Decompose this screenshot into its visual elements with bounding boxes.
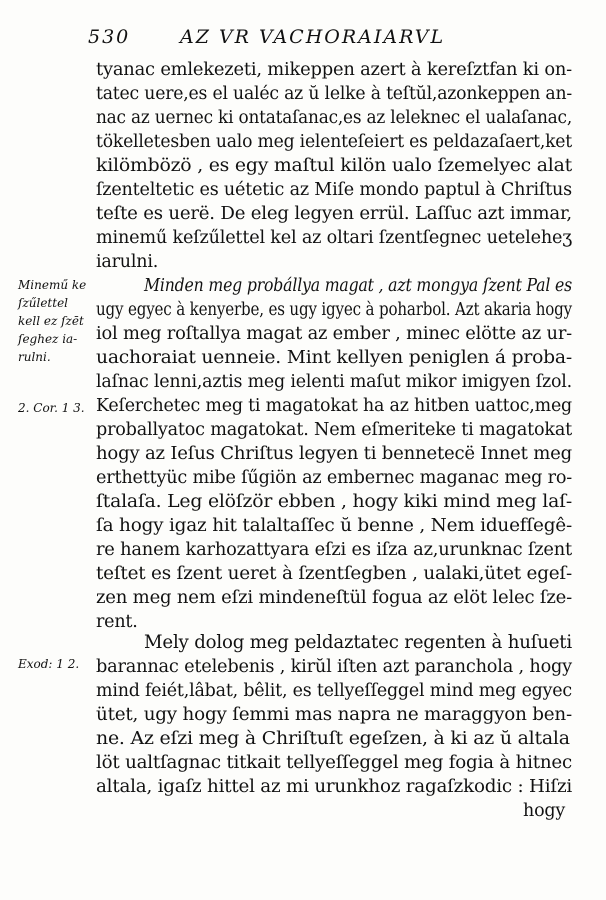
margin-note-corinthians: 2. Cor. 1 3. [18, 401, 85, 415]
margin-note-exodus: Exod: 1 2. [18, 657, 80, 671]
text-line: iarulni. [96, 252, 159, 272]
text-line: re hanem karhozattyara eſzi es iſza az,urunknac ſzent [96, 540, 572, 560]
text-line: tyanac emlekezeti, mikeppen azert à kereſztfan ki on- [96, 60, 572, 80]
text-line: ſtalaſa. Leg elöſzör ebben , hogy kiki mind meg laſ- [96, 492, 572, 512]
text-line: Keſerchetec meg ti magatokat ha az hitben uattoc,meg [96, 396, 572, 416]
text-line-indented: Minden meg probállya magat , azt mongya ſzent Pal es [144, 276, 572, 296]
text-line: tökelletesben ualo meg ielenteſeiert es peldazaſaert,ket [96, 132, 572, 152]
text-line: iol meg roſtallya magat az ember , minec elötte az ur- [96, 324, 572, 344]
text-line: proballyatoc magatokat. Nem eſmeriteke ti magatokat [96, 420, 572, 440]
margin-note-line: rulni. [18, 350, 51, 364]
text-line-indented: Mely dolog meg peldaztatec regenten à huſueti [144, 631, 572, 653]
text-line: teſtet es ſzent ueret à ſzentſegben , ualaki,ütet egeſ- [96, 564, 572, 584]
text-line: uachoraiat uenneie. Mint kellyen peniglen á proba- [96, 348, 572, 368]
text-line: altala, igaſz hittel az mi urunkhoz ragaſzkodic : Hiſzi [96, 777, 572, 797]
text-line: nac az uernec ki ontataſanac,es az leleknec el ualaſanac, [96, 108, 572, 128]
text-line: zen meg nem eſzi mindeneſtül fogua az elöt lelec ſze- [96, 588, 572, 608]
margin-note-preparation [18, 276, 96, 366]
text-line: hogy az Ieſus Chriſtus legyen ti bennetecë Innet meg [96, 444, 572, 464]
text-line: rent. [96, 612, 138, 632]
margin-note-line: ſzűlettel [18, 296, 69, 310]
text-line: ütet, ugy hogy ſemmi mas napra ne maraggyon ben- [96, 705, 572, 725]
text-line: kilömbözö , es egy maſtul kilön ualo ſzemelyec alat [96, 156, 572, 176]
margin-note-line: kell ez ſzēt [18, 314, 84, 328]
running-title: AZ VR VACHORAIARVL [180, 26, 446, 48]
text-line: minemű keſzűlettel kel az oltari ſzentſegnec ueteleheʒ [96, 228, 572, 248]
text-line: barannac etelebenis , kirŭl iſten azt paranchola , hogy [96, 657, 572, 677]
margin-note-line: ſeghez ia- [18, 332, 78, 346]
text-line: erthettyüc mibe ſűgiön az embernec maganac meg ro- [96, 468, 572, 488]
text-line: tatec uere,es el ualéc az ŭ lelke à teſtŭl,azonkeppen an- [96, 84, 572, 104]
text-line: teſte es uerë. De eleg legyen errül. Laſſuc azt immar, [96, 204, 572, 224]
text-line: ſa hogy igaz hit talaltaſſec ŭ benne , Nem iduefſegê- [96, 516, 572, 536]
text-line: laſnac lenni,aztis meg ielenti maſut mikor imigyen ſzol. [96, 372, 572, 392]
text-line: löt ualtſagnac titkait tellyeſſeggel meg fogia à hitnec [96, 753, 572, 773]
catchword: hogy [523, 801, 566, 821]
page-number: 530 [88, 26, 131, 48]
margin-note-line: Minemű ke [18, 278, 87, 292]
text-line: ſzenteltetic es uétetic az Miſe mondo paptul à Chriſtus [96, 180, 572, 200]
page-header [88, 26, 588, 56]
text-line: mind feiét,lâbat, bêlit, es tellyeſſeggel mind meg egyec [96, 681, 572, 701]
text-line: ne. Az eſzi meg à Chriſtuſt egeſzen, à ki az ŭ altala [96, 729, 570, 749]
text-line: ugy egyec à kenyerbe, es ugy igyec à poharbol. Azt akaria hogy [96, 300, 572, 320]
